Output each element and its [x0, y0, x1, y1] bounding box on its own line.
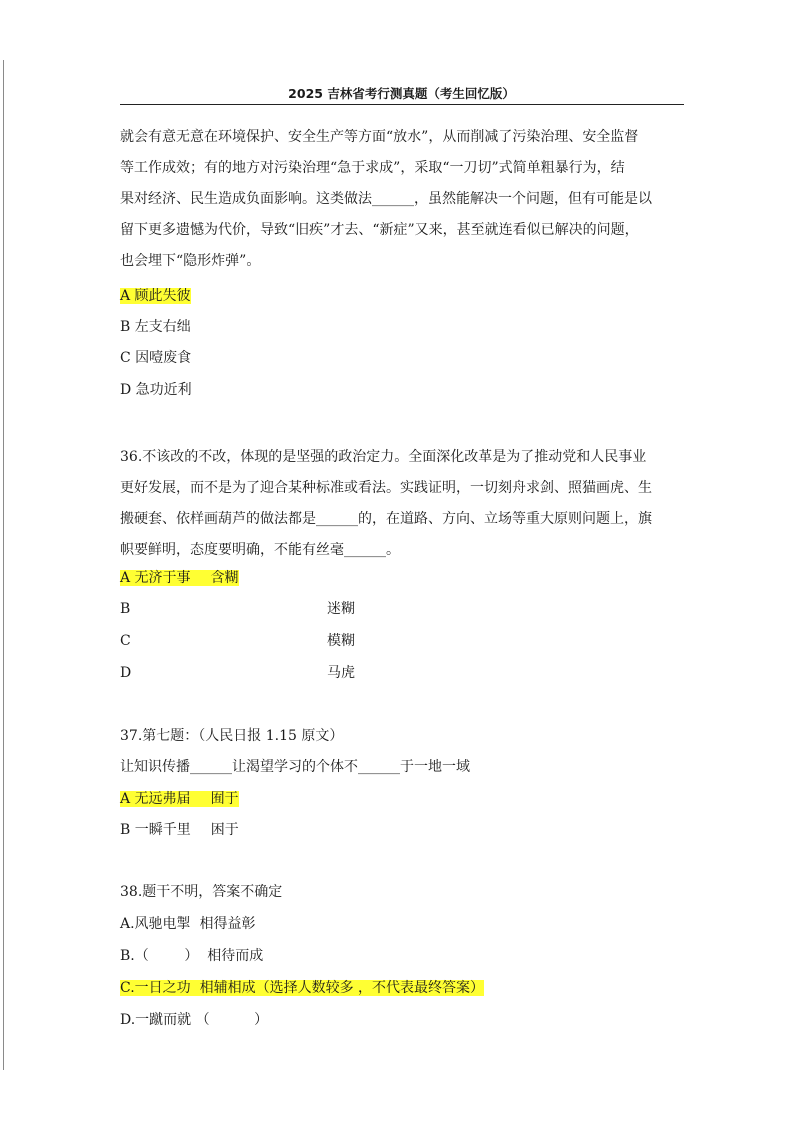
- header-rule: [120, 104, 684, 105]
- q36-option-a-second: 含糊: [210, 570, 239, 586]
- q36-line: 帜要鲜明，态度要明确，不能有丝毫______。: [120, 542, 400, 558]
- page-edge: [3, 60, 4, 1070]
- q37-option-b-first: B 一瞬千里: [120, 822, 191, 838]
- q35-stem: [120, 122, 686, 277]
- q35-line: 等工作成效；有的地方对污染治理“急于求成”，采取“一刀切”式简单粗暴行为，结: [120, 160, 625, 176]
- q35-line: 留下更多遗憾为代价，导致“旧疾”才去、“新症”又来，甚至就连看似已解决的问题，: [120, 222, 639, 238]
- q36-option-b-second: 迷糊: [327, 601, 355, 617]
- q35-option-a: [120, 285, 191, 307]
- q36-option-d-second: 马虎: [327, 665, 355, 681]
- q35-option-c: C 因噎废食: [120, 350, 192, 366]
- q37-option-b-second: 困于: [210, 822, 239, 838]
- q37-option-b: [120, 819, 239, 841]
- q37-option-a-first: A 无远弗届: [120, 791, 191, 807]
- q36-option-b: [120, 598, 355, 620]
- q38-option-a: A.风驰电掣 相得益彰: [120, 916, 256, 932]
- q36-option-a-first: A 无济于事: [120, 570, 191, 586]
- q35-line: 就会有意无意在环境保护、安全生产等方面“放水”，从而削减了污染治理、安全监督: [120, 129, 639, 145]
- q36-option-c-second: 模糊: [327, 633, 355, 649]
- q36-option-c: [120, 630, 355, 652]
- q37-option-a-second: 囿于: [210, 791, 239, 807]
- q36-option-d: [120, 662, 355, 684]
- q37-stem: 让知识传播______让渴望学习的个体不______于一地一域: [120, 759, 470, 775]
- page-header: 2025 吉林省考行测真题（考生回忆版）: [288, 86, 515, 101]
- q38-title: 38.题干不明，答案不确定: [120, 884, 283, 900]
- q35-option-b: B 左支右绌: [120, 319, 191, 335]
- q36-option-a: [120, 567, 239, 589]
- q36-option-d-first: D: [120, 665, 132, 681]
- q36-option-a-highlight: [120, 570, 239, 586]
- q37-title: 37.第七题：（人民日报 1.15 原文）: [120, 728, 344, 744]
- q38-option-b: B.（ ） 相待而成: [120, 948, 264, 964]
- q38-option-d: D.一蹴而就 （ ）: [120, 1012, 269, 1028]
- q36-line: 更好发展，而不是为了迎合某种标准或看法。实践证明，一切刻舟求剑、照猫画虎、生: [120, 480, 652, 496]
- q36-option-c-first: C: [120, 633, 131, 649]
- q36-line: 36.不该改的不改，体现的是坚强的政治定力。全面深化改革是为了推动党和人民事业: [120, 449, 647, 465]
- q36-option-b-first: B: [120, 601, 131, 617]
- q35-line: 果对经济、民生造成负面影响。这类做法______，虽然能解决一个问题，但有可能是以: [120, 191, 652, 207]
- q37-option-a: [120, 788, 239, 810]
- q36-line: 搬硬套、依样画葫芦的做法都是______的，在道路、方向、立场等重大原则问题上，旗: [120, 511, 652, 527]
- q36-stem: [120, 442, 686, 566]
- q35-line: 也会埋下“隐形炸弹”。: [120, 253, 261, 269]
- q35-option-a-text: A 顾此失彼: [120, 288, 191, 304]
- q35-option-d: D 急功近利: [120, 382, 192, 398]
- q38-option-c: [120, 977, 484, 999]
- q37-option-a-highlight: [120, 791, 239, 807]
- q38-option-c-text: C.一日之功 相辅相成（选择人数较多 ，不代表最终答案）: [120, 980, 485, 996]
